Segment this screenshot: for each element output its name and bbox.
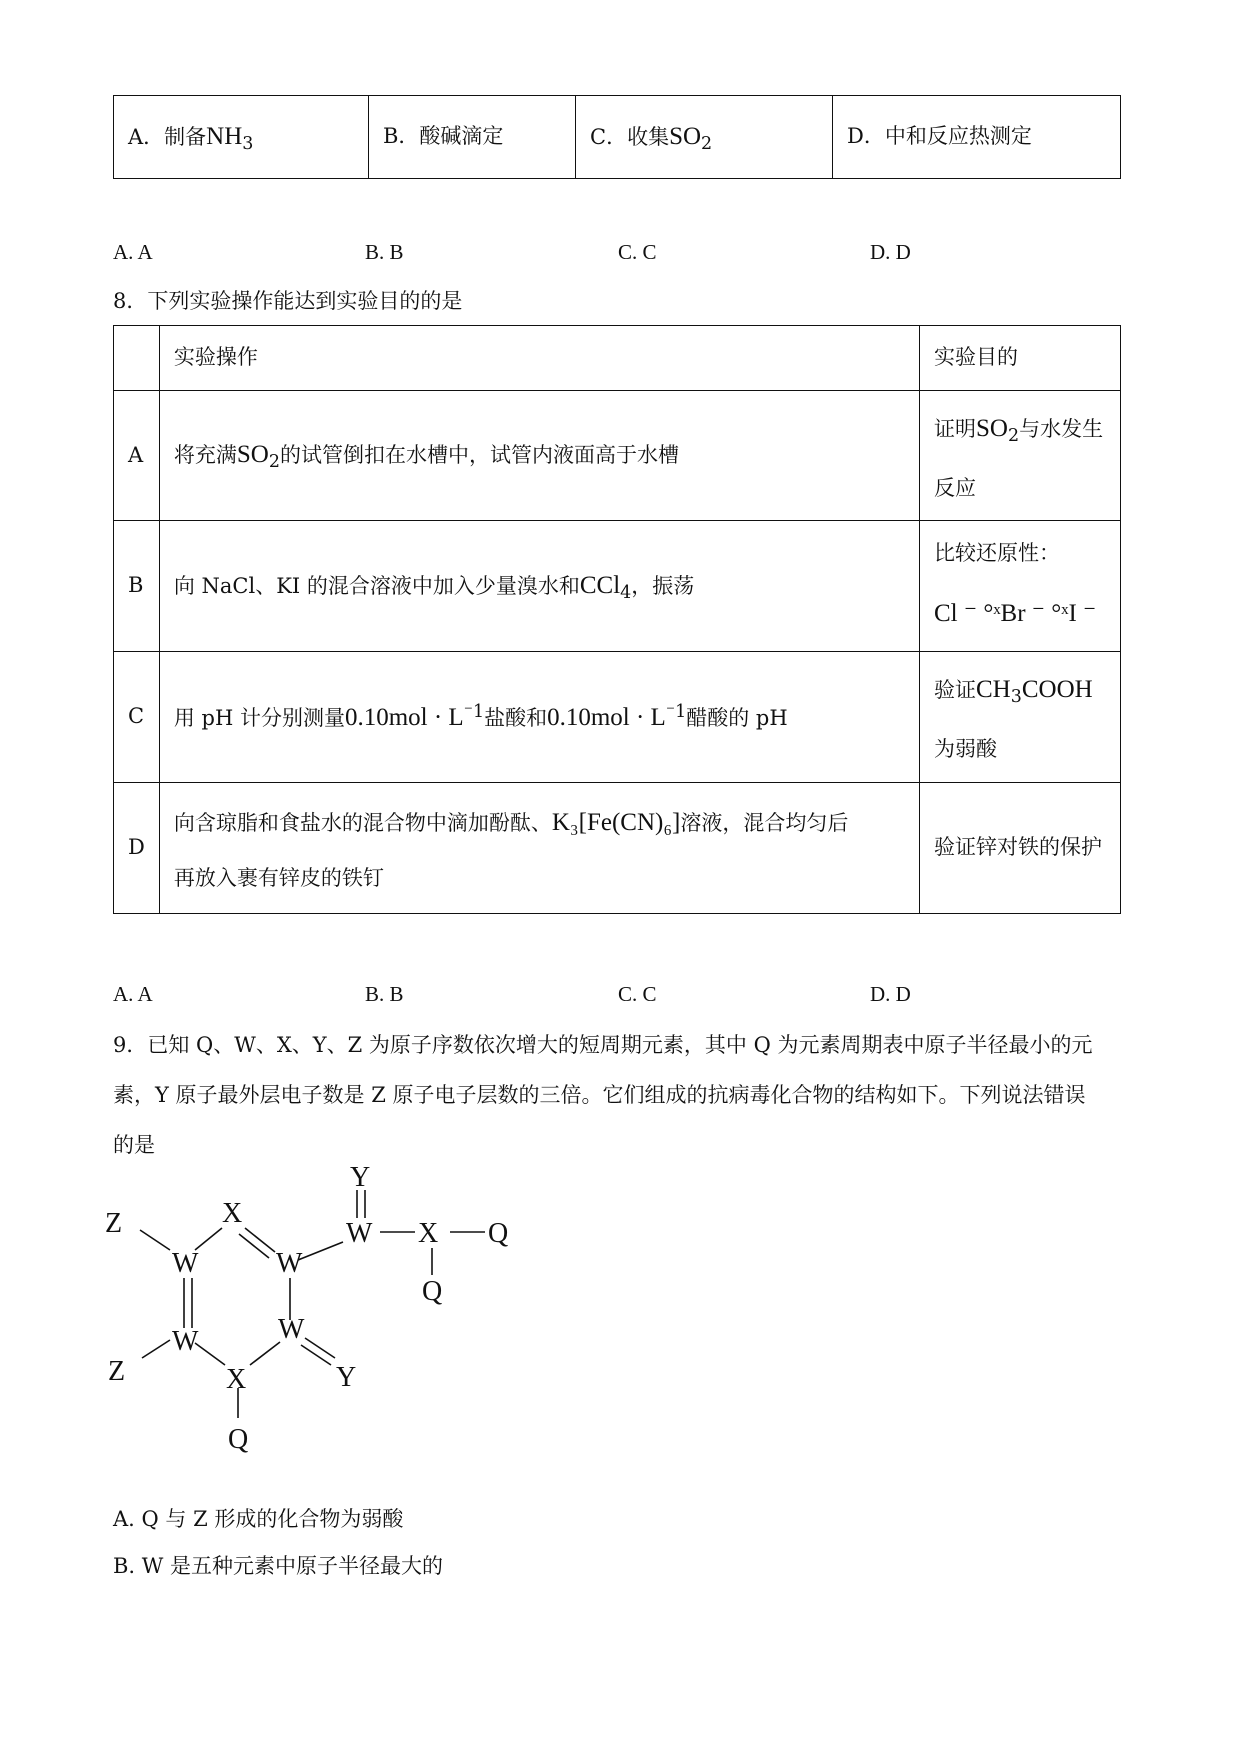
- q8-header-blank: [114, 326, 160, 391]
- q7-cell-a: A．制备$NH_3$: [114, 96, 369, 179]
- atom-w: W: [276, 1248, 303, 1279]
- atom-z-top: Z: [105, 1208, 123, 1239]
- q8-header-goal: 实验目的: [920, 326, 1121, 391]
- q7-cell-c: C．收集$SO_2$: [576, 96, 833, 179]
- q7-option-a[interactable]: A. A: [113, 240, 153, 264]
- q8-stem: 8．下列实验操作能达到实验目的的是: [113, 289, 463, 313]
- q8-row-c-label: C: [114, 652, 160, 783]
- q9-option-a[interactable]: A. Q 与 Z 形成的化合物为弱酸: [113, 1507, 404, 1531]
- q8-row-b-op: 向 NaCl、KI 的混合溶液中加入少量溴水和CCl$_4$，振荡: [159, 521, 919, 652]
- q8-row-a-op: 将充满$SO_2$的试管倒扣在水槽中，试管内液面高于水槽: [159, 391, 919, 521]
- q8-row-c-op: 用 pH 计分别测量$0.10mol \cdot L^{^-1}$盐酸和$0.10mol \cdot L^{^-1}$醋酸的 pH: [159, 652, 919, 783]
- q8-row-d-goal: 验证锌对铁的保护: [920, 783, 1121, 914]
- atom-w: W: [346, 1218, 373, 1249]
- q7-apparatus-table: [113, 95, 1121, 179]
- q8-option-b[interactable]: B. B: [365, 982, 404, 1006]
- q8-option-d[interactable]: D. D: [870, 982, 911, 1006]
- q8-row-d-op: 向含琼脂和食盐水的混合物中滴加酚酞、K₃[Fe(CN)₆]溶液，混合均匀后 再放入裹有锌皮的铁钉: [159, 783, 919, 914]
- q8-row-b-label: B: [114, 521, 160, 652]
- q8-experiment-table: [113, 325, 1121, 914]
- q7-cell-b: B．酸碱滴定: [369, 96, 576, 179]
- q8-row-a-goal: 证明$SO_2$与水发生 反应: [920, 391, 1121, 521]
- q8-row-a-label: A: [114, 391, 160, 521]
- q7-cell-d: D．中和反应热测定: [833, 96, 1121, 179]
- q9-structure-diagram: [100, 1160, 540, 1480]
- q7-option-b[interactable]: B. B: [365, 240, 404, 264]
- atom-y-top: Y: [350, 1162, 371, 1193]
- atom-z-bottom: Z: [108, 1356, 126, 1387]
- q8-header-op: 实验操作: [159, 326, 919, 391]
- q8-row-c-goal: 验证$CH_3COOH$ 为弱酸: [920, 652, 1121, 783]
- q9-stem-line: 9．已知 Q、W、X、Y、Z 为原子序数依次增大的短周期元素，其中 Q 为元素周期表中原子半径最小的元: [113, 1033, 1093, 1057]
- atom-w: W: [278, 1314, 305, 1345]
- atom-w: W: [172, 1326, 199, 1357]
- atom-x: X: [418, 1218, 439, 1249]
- q7-option-d[interactable]: D. D: [870, 240, 911, 264]
- q7-option-c[interactable]: C. C: [618, 240, 657, 264]
- atom-x: X: [226, 1364, 247, 1395]
- q9-stem-line: 的是: [113, 1133, 155, 1157]
- q8-option-a[interactable]: A. A: [113, 982, 153, 1006]
- q8-row-d-label: D: [114, 783, 160, 914]
- q9-stem: [113, 1020, 1133, 1170]
- atom-y-right: Y: [336, 1362, 357, 1393]
- q9-option-b[interactable]: B. W 是五种元素中原子半径最大的: [113, 1554, 444, 1578]
- q8-row-b-goal: 比较还原性： Cl ⁻ °ˣBr ⁻ °ˣI ⁻: [920, 521, 1121, 652]
- q9-stem-line: 素，Y 原子最外层电子数是 Z 原子电子层数的三倍。它们组成的抗病毒化合物的结构如下。下列说法错误: [113, 1083, 1086, 1107]
- q8-option-c[interactable]: C. C: [618, 982, 657, 1006]
- atom-w: W: [172, 1248, 199, 1279]
- atom-q: Q: [488, 1218, 509, 1249]
- atom-x: X: [222, 1198, 243, 1229]
- atom-q: Q: [422, 1276, 443, 1307]
- atom-q: Q: [228, 1424, 249, 1455]
